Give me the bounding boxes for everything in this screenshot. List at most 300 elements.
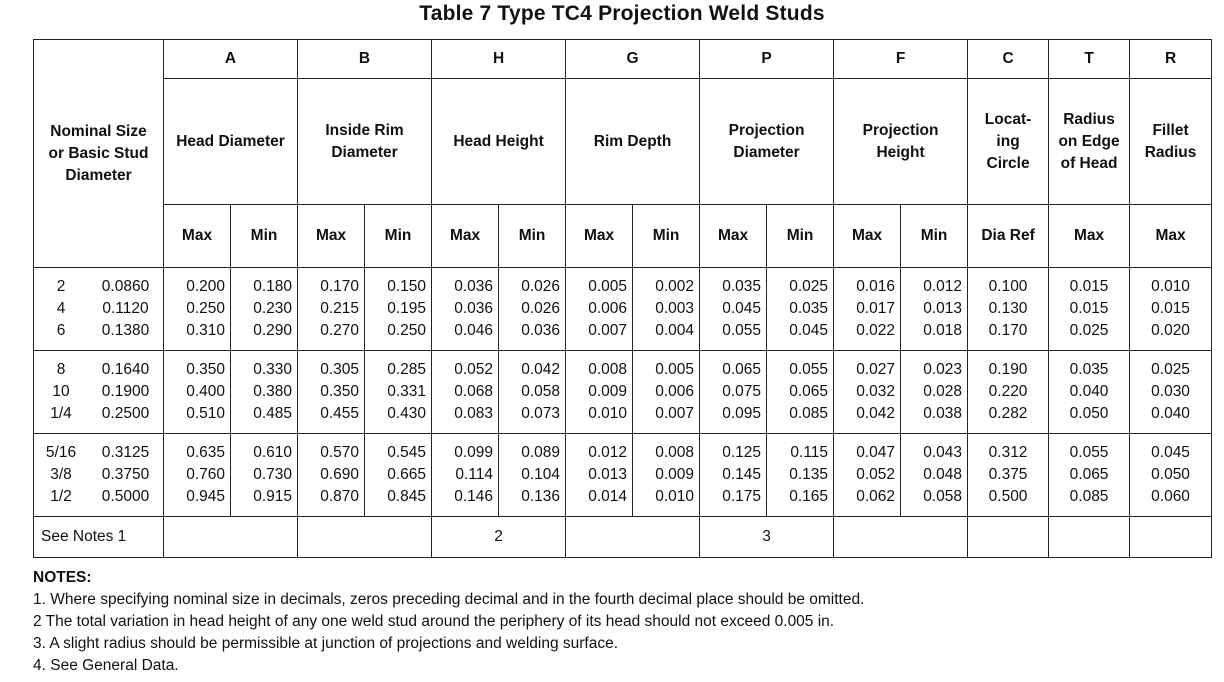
column-letter-h: H (432, 40, 566, 79)
column-name-p: Projection Diameter (700, 79, 834, 205)
table-value: 0.036 (454, 278, 494, 295)
value-cell (968, 268, 1049, 351)
basic-diameter: 0.3750 (101, 466, 150, 483)
table-value: 0.058 (521, 383, 561, 400)
table-value: 0.068 (454, 383, 494, 400)
table-value: 0.331 (387, 383, 427, 400)
value-cell (365, 434, 432, 517)
value-stack (499, 359, 565, 425)
table-value: 0.282 (988, 405, 1028, 422)
value-cell (298, 434, 365, 517)
notes-section (33, 567, 1213, 677)
value-cell (432, 434, 499, 517)
table-value: 0.285 (387, 361, 427, 378)
value-cell (231, 351, 298, 434)
table-value: 0.017 (856, 300, 896, 317)
column-letter-a: A (164, 40, 298, 79)
column-sub-f-0: Max (834, 205, 901, 268)
table-value: 0.545 (387, 444, 427, 461)
value-stack (968, 442, 1048, 508)
table-value: 0.009 (655, 466, 695, 483)
nominal-size: 4 (56, 300, 66, 317)
note-item: 3. A slight radius should be permissible at junction of projections and welding surface. (33, 635, 619, 652)
table-value: 0.430 (387, 405, 427, 422)
column-sub-g-1: Min (633, 205, 700, 268)
nominal-size-cell (34, 268, 164, 351)
nominal-size: 10 (52, 383, 70, 400)
value-cell (834, 351, 901, 434)
table-value: 0.010 (655, 488, 695, 505)
table-value: 0.025 (1151, 361, 1190, 378)
value-cell (700, 351, 767, 434)
basic-diameter: 0.0860 (101, 278, 150, 295)
table-value: 0.115 (790, 444, 829, 461)
table-title: Table 7 Type TC4 Projection Weld Studs (419, 2, 825, 25)
value-cell (499, 434, 566, 517)
see-notes-cell: 3 (700, 517, 834, 558)
table-value: 0.130 (988, 300, 1028, 317)
table-value: 0.045 (789, 322, 829, 339)
value-cell (633, 268, 700, 351)
table-value: 0.104 (521, 466, 561, 483)
value-cell (164, 268, 231, 351)
value-cell (1130, 268, 1212, 351)
value-stack (633, 276, 699, 342)
column-name-b: Inside Rim Diameter (298, 79, 432, 205)
table-value: 0.006 (588, 300, 628, 317)
value-stack (834, 359, 900, 425)
table-value: 0.146 (454, 488, 494, 505)
table-value: 0.180 (253, 278, 293, 295)
table-value: 0.007 (588, 322, 628, 339)
table-value: 0.040 (1151, 405, 1190, 422)
column-sub-p-1: Min (767, 205, 834, 268)
value-stack (164, 442, 230, 508)
table-value: 0.005 (588, 278, 628, 295)
table-value: 0.058 (923, 488, 963, 505)
value-stack (1049, 276, 1129, 342)
table-value: 0.015 (1151, 300, 1190, 317)
basic-diameter: 0.1120 (102, 300, 149, 317)
table-value: 0.375 (988, 466, 1028, 483)
table-value: 0.690 (320, 466, 360, 483)
table-value: 0.055 (789, 361, 829, 378)
table-value: 0.035 (1069, 361, 1109, 378)
basic-diameter: 0.3125 (101, 444, 150, 461)
value-stack (901, 442, 967, 508)
table-value: 0.870 (320, 488, 360, 505)
value-stack (164, 276, 230, 342)
value-stack (834, 276, 900, 342)
table-value: 0.170 (988, 322, 1028, 339)
weld-stud-table (33, 39, 1212, 558)
column-letter-t: T (1049, 40, 1130, 79)
value-cell (700, 268, 767, 351)
column-sub-c-0: Dia Ref (968, 205, 1049, 268)
table-value: 0.114 (455, 466, 494, 483)
table-value: 0.026 (521, 300, 561, 317)
column-sub-a-1: Min (231, 205, 298, 268)
value-stack (767, 442, 833, 508)
table-value: 0.002 (655, 278, 695, 295)
value-cell (566, 434, 633, 517)
value-stack (365, 442, 431, 508)
table-value: 0.230 (253, 300, 293, 317)
column-sub-b-0: Max (298, 205, 365, 268)
value-stack (700, 276, 766, 342)
value-stack (1130, 359, 1211, 425)
value-cell (231, 268, 298, 351)
table-value: 0.730 (253, 466, 293, 483)
value-cell (968, 434, 1049, 517)
value-cell (298, 268, 365, 351)
value-stack (633, 359, 699, 425)
table-value: 0.003 (655, 300, 695, 317)
column-letter-g: G (566, 40, 700, 79)
value-stack (231, 442, 297, 508)
nominal-size-header: Nominal Size or Basic Stud Diameter (34, 40, 164, 268)
table-value: 0.007 (655, 405, 695, 422)
basic-diameter: 0.1900 (101, 383, 150, 400)
column-sub-r-0: Max (1130, 205, 1212, 268)
table-value: 0.015 (1069, 300, 1109, 317)
table-value: 0.400 (186, 383, 225, 400)
table-value: 0.025 (789, 278, 829, 295)
column-sub-p-0: Max (700, 205, 767, 268)
table-value: 0.040 (1069, 383, 1109, 400)
table-value: 0.047 (856, 444, 896, 461)
value-cell (298, 351, 365, 434)
table-value: 0.100 (988, 278, 1028, 295)
table-value: 0.060 (1151, 488, 1190, 505)
table-value: 0.012 (923, 278, 963, 295)
table-row (34, 268, 1212, 351)
value-stack (298, 359, 364, 425)
basic-diameter: 0.5000 (101, 488, 150, 505)
table-value: 0.350 (186, 361, 225, 378)
column-name-r: Fillet Radius (1130, 79, 1212, 205)
value-stack (566, 276, 632, 342)
table-value: 0.009 (588, 383, 628, 400)
table-value: 0.022 (856, 322, 896, 339)
value-cell (834, 268, 901, 351)
table-value: 0.095 (722, 405, 762, 422)
table-row (34, 351, 1212, 434)
value-cell (767, 434, 834, 517)
column-letter-f: F (834, 40, 968, 79)
value-cell (700, 434, 767, 517)
table-value: 0.310 (186, 322, 225, 339)
column-name-h: Head Height (432, 79, 566, 205)
basic-diameter: 0.2500 (101, 405, 150, 422)
value-cell (901, 268, 968, 351)
table-value: 0.220 (988, 383, 1028, 400)
value-cell (767, 351, 834, 434)
table-value: 0.083 (454, 405, 494, 422)
table-value: 0.030 (1151, 383, 1190, 400)
table-value: 0.016 (856, 278, 896, 295)
see-notes-cell (968, 517, 1049, 558)
value-stack (968, 359, 1048, 425)
value-cell (834, 434, 901, 517)
nominal-size-line (34, 381, 163, 403)
column-letter-c: C (968, 40, 1049, 79)
table-value: 0.005 (655, 361, 695, 378)
table-value: 0.008 (655, 444, 695, 461)
table-value: 0.136 (521, 488, 561, 505)
table-value: 0.845 (387, 488, 427, 505)
table-value: 0.035 (789, 300, 829, 317)
value-cell (432, 351, 499, 434)
value-stack (968, 276, 1048, 342)
table-value: 0.043 (923, 444, 963, 461)
table-value: 0.099 (454, 444, 494, 461)
nominal-size: 2 (56, 278, 66, 295)
value-stack (767, 276, 833, 342)
value-stack (566, 359, 632, 425)
value-cell (432, 268, 499, 351)
table-value: 0.048 (923, 466, 963, 483)
table-value: 0.135 (789, 466, 829, 483)
table-value: 0.008 (588, 361, 628, 378)
value-stack (164, 359, 230, 425)
table-value: 0.250 (387, 322, 427, 339)
value-stack (1130, 276, 1211, 342)
value-cell (767, 268, 834, 351)
table-value: 0.025 (1069, 322, 1109, 339)
table-value: 0.145 (722, 466, 762, 483)
table-value: 0.010 (1151, 278, 1190, 295)
table-value: 0.050 (1069, 405, 1109, 422)
table-value: 0.055 (722, 322, 762, 339)
see-notes-cell: 2 (432, 517, 566, 558)
column-sub-h-1: Min (499, 205, 566, 268)
table-value: 0.065 (789, 383, 829, 400)
table-value: 0.026 (521, 278, 561, 295)
note-item: 4. See General Data. (33, 657, 179, 674)
note-item: 1. Where specifying nominal size in decimals, zeros preceding decimal and in the fourth decimal place should be omitted. (33, 591, 865, 608)
table-value: 0.175 (722, 488, 762, 505)
value-stack (298, 276, 364, 342)
table-value: 0.350 (320, 383, 360, 400)
nominal-size: 8 (56, 361, 66, 378)
table-value: 0.485 (253, 405, 293, 422)
column-sub-f-1: Min (901, 205, 968, 268)
table-value: 0.038 (923, 405, 963, 422)
table-value: 0.023 (923, 361, 963, 378)
table-value: 0.330 (253, 361, 293, 378)
table-value: 0.042 (521, 361, 561, 378)
table-value: 0.035 (722, 278, 762, 295)
table-value: 0.052 (454, 361, 494, 378)
column-sub-b-1: Min (365, 205, 432, 268)
nominal-size-cell (34, 351, 164, 434)
value-cell (1130, 351, 1212, 434)
value-stack (432, 276, 498, 342)
basic-diameter: 0.1380 (101, 322, 150, 339)
table-value: 0.036 (521, 322, 561, 339)
column-letter-p: P (700, 40, 834, 79)
value-stack (633, 442, 699, 508)
nominal-size-line (34, 320, 163, 342)
see-notes-cell (1049, 517, 1130, 558)
table-value: 0.052 (856, 466, 896, 483)
table-value: 0.004 (655, 322, 695, 339)
value-stack (767, 359, 833, 425)
table-value: 0.250 (186, 300, 225, 317)
table-value: 0.125 (722, 444, 762, 461)
table-value: 0.610 (253, 444, 293, 461)
value-stack (566, 442, 632, 508)
table-value: 0.015 (1069, 278, 1109, 295)
table-value: 0.165 (789, 488, 829, 505)
table-value: 0.013 (588, 466, 628, 483)
value-cell (1130, 434, 1212, 517)
value-stack (231, 276, 297, 342)
nominal-size-line (34, 359, 163, 381)
nominal-size-line (34, 276, 163, 298)
value-cell (968, 351, 1049, 434)
table-value: 0.046 (454, 322, 494, 339)
see-notes-label: See Notes 1 (34, 517, 164, 558)
value-stack (901, 359, 967, 425)
table-value: 0.290 (253, 322, 293, 339)
value-stack (1049, 442, 1129, 508)
notes-list (33, 589, 1213, 677)
value-stack (298, 442, 364, 508)
value-stack (365, 359, 431, 425)
see-notes-cell (566, 517, 700, 558)
see-notes-row (34, 517, 1212, 558)
value-cell (164, 434, 231, 517)
table-value: 0.028 (923, 383, 963, 400)
table-value: 0.195 (387, 300, 427, 317)
table-value: 0.190 (988, 361, 1028, 378)
column-sub-h-0: Max (432, 205, 499, 268)
see-notes-cell (1130, 517, 1212, 558)
table-value: 0.045 (1151, 444, 1190, 461)
table-value: 0.032 (856, 383, 896, 400)
column-sub-t-0: Max (1049, 205, 1130, 268)
table-value: 0.036 (454, 300, 494, 317)
table-value: 0.455 (320, 405, 360, 422)
value-stack (432, 442, 498, 508)
table-value: 0.055 (1069, 444, 1109, 461)
value-stack (231, 359, 297, 425)
basic-diameter: 0.1640 (101, 361, 150, 378)
table-value: 0.312 (988, 444, 1028, 461)
table-value: 0.305 (320, 361, 360, 378)
nominal-size: 1/4 (50, 405, 72, 422)
table-value: 0.085 (1069, 488, 1109, 505)
value-cell (901, 434, 968, 517)
table-value: 0.200 (186, 278, 225, 295)
value-stack (834, 442, 900, 508)
value-cell (1049, 351, 1130, 434)
table-value: 0.012 (588, 444, 628, 461)
table-value: 0.020 (1151, 322, 1190, 339)
table-value: 0.042 (856, 405, 896, 422)
table-value: 0.062 (856, 488, 896, 505)
table-value: 0.014 (588, 488, 628, 505)
table-value: 0.065 (722, 361, 762, 378)
value-stack (365, 276, 431, 342)
table-value: 0.945 (186, 488, 225, 505)
column-name-c: Locat- ing Circle (968, 79, 1049, 205)
see-notes-cell (298, 517, 432, 558)
nominal-size-line (34, 486, 163, 508)
table-value: 0.006 (655, 383, 695, 400)
table-value: 0.915 (253, 488, 293, 505)
see-notes-cell (834, 517, 968, 558)
value-cell (164, 351, 231, 434)
table-value: 0.018 (923, 322, 963, 339)
column-name-g: Rim Depth (566, 79, 700, 205)
table-value: 0.075 (722, 383, 762, 400)
table-value: 0.500 (988, 488, 1028, 505)
table-value: 0.045 (722, 300, 762, 317)
table-value: 0.013 (923, 300, 963, 317)
value-cell (566, 268, 633, 351)
table-value: 0.215 (320, 300, 360, 317)
value-cell (365, 351, 432, 434)
table-value: 0.760 (186, 466, 225, 483)
column-name-t: Radius on Edge of Head (1049, 79, 1130, 205)
column-name-a: Head Diameter (164, 79, 298, 205)
value-stack (432, 359, 498, 425)
nominal-size-line (34, 298, 163, 320)
value-stack (901, 276, 967, 342)
table-value: 0.027 (856, 361, 896, 378)
table-value: 0.635 (186, 444, 225, 461)
table-value: 0.170 (320, 278, 360, 295)
value-cell (499, 268, 566, 351)
nominal-size-cell (34, 434, 164, 517)
notes-title: NOTES: (33, 569, 92, 586)
value-cell (231, 434, 298, 517)
value-stack (499, 442, 565, 508)
table-value: 0.510 (186, 405, 225, 422)
nominal-size: 3/8 (50, 466, 72, 483)
column-sub-g-0: Max (566, 205, 633, 268)
column-name-f: Projection Height (834, 79, 968, 205)
value-cell (365, 268, 432, 351)
nominal-size-line (34, 464, 163, 486)
value-stack (700, 359, 766, 425)
value-cell (566, 351, 633, 434)
value-cell (633, 434, 700, 517)
note-item: 2 The total variation in head height of any one weld stud around the periphery of its head should not exceed 0.005 in. (33, 613, 835, 630)
table-value: 0.089 (521, 444, 561, 461)
table-value: 0.085 (789, 405, 829, 422)
value-stack (1130, 442, 1211, 508)
table-value: 0.150 (387, 278, 427, 295)
table-value: 0.665 (387, 466, 427, 483)
value-stack (499, 276, 565, 342)
table-value: 0.073 (521, 405, 561, 422)
column-letter-b: B (298, 40, 432, 79)
value-cell (1049, 434, 1130, 517)
column-letter-r: R (1130, 40, 1212, 79)
value-cell (499, 351, 566, 434)
table-value: 0.570 (320, 444, 360, 461)
nominal-size-line (34, 403, 163, 425)
table-value: 0.270 (320, 322, 360, 339)
nominal-size: 5/16 (45, 444, 77, 461)
value-stack (700, 442, 766, 508)
value-cell (901, 351, 968, 434)
table-value: 0.050 (1151, 466, 1190, 483)
